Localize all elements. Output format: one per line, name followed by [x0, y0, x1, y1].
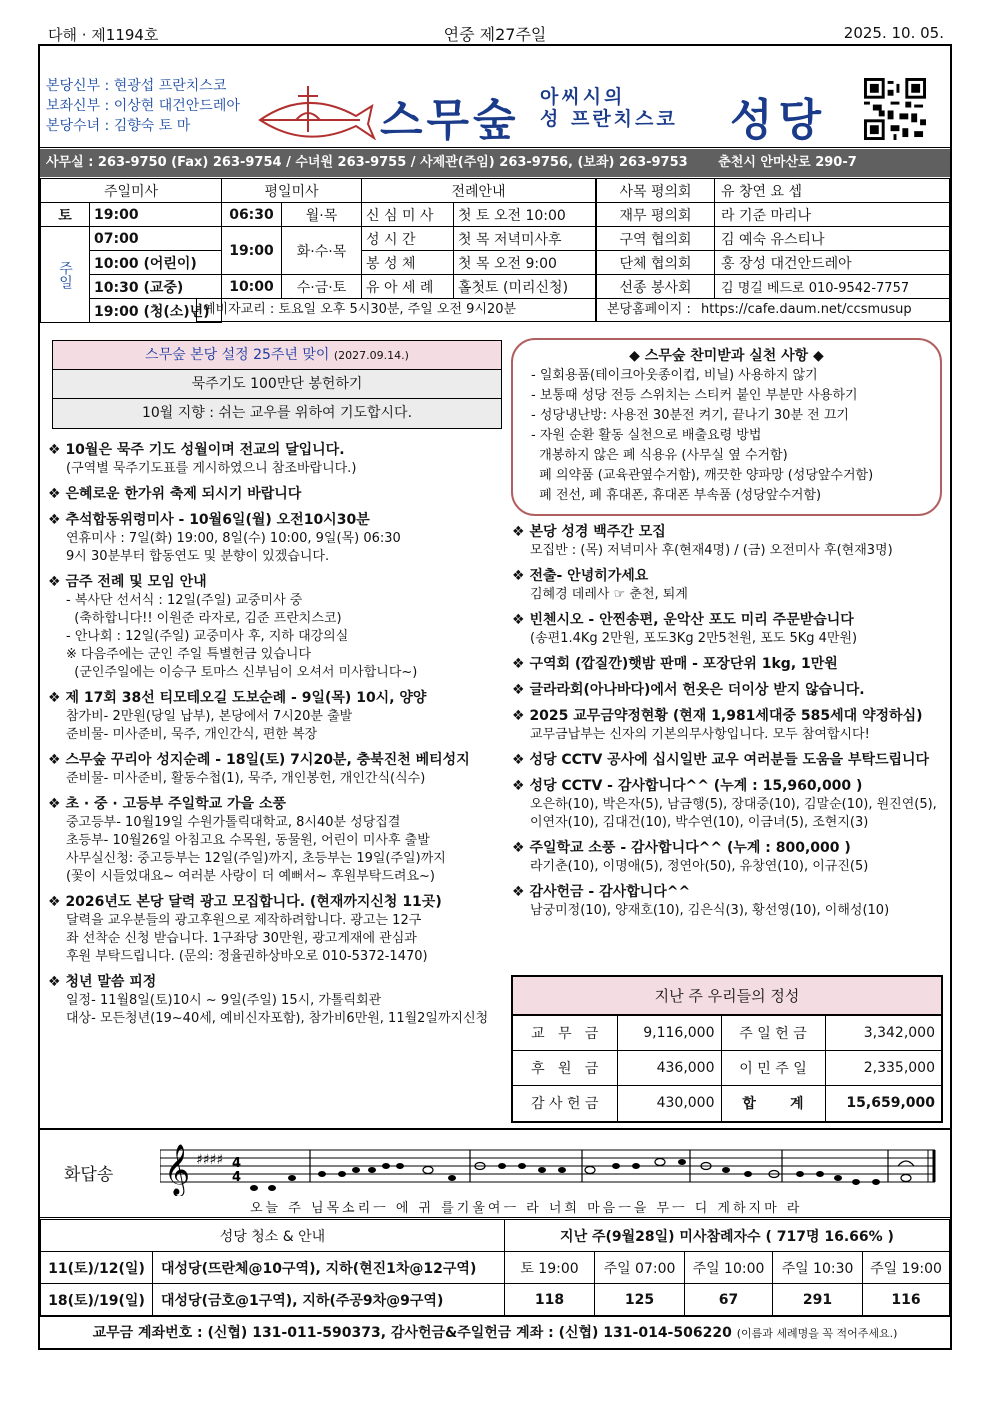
- notice-item: [512, 610, 944, 648]
- cleaning-place: 대성당(뜨란체@10구역), 지하(현진1차@12구역): [153, 1252, 505, 1284]
- svg-text:4: 4: [232, 1156, 242, 1171]
- offering-total-label: 합 계: [721, 1086, 825, 1121]
- eco-practice-title: ◆ 스무숲 찬미받과 실천 사항 ◆: [629, 348, 824, 364]
- liturgy-when: 홀첫토 (미리신청): [454, 275, 596, 299]
- parish-patron-line2: 성 프란치스코: [540, 108, 678, 130]
- mass-label: 주일 10:30: [773, 1252, 863, 1284]
- offering-label: 주 일 헌 금: [721, 1016, 825, 1051]
- notice-item: [48, 510, 503, 566]
- clergy-sister: 본당수녀 : 김향숙 토 마: [46, 118, 191, 134]
- parish-name-main: 스무숲: [380, 95, 520, 146]
- notice-body-line: 모집반 : (목) 저녁미사 후(현재4명) / (금) 오전미사 후(현재3명): [530, 543, 893, 558]
- council-person: 홍 장성 대건안드레아: [715, 251, 950, 275]
- clergy-assistant: 보좌신부 : 이상현 대건안드레아: [46, 98, 240, 114]
- offering-value: 9,116,000: [617, 1016, 721, 1051]
- offering-label: 감 사 헌 금: [513, 1086, 617, 1121]
- notice-body-line: 참가비- 2만원(당일 납부), 본당에서 7시20분 출발: [66, 709, 353, 724]
- offering-label: 후 원 금: [513, 1051, 617, 1086]
- liturgy-header: 전례안내: [362, 179, 596, 203]
- notice-title: ❖ 초 · 중 · 고등부 주일학교 가을 소풍: [48, 794, 503, 814]
- notice-body-line: 김혜경 데레사 ☞ 춘천, 퇴계: [530, 587, 688, 602]
- svg-text:𝄞: 𝄞: [164, 1144, 191, 1195]
- notice-title: ❖ 2026년도 본당 달력 광고 모집합니다. (현재까지신청 11곳): [48, 892, 503, 912]
- notice-item: [512, 566, 944, 604]
- clergy-list: [46, 76, 240, 136]
- notice-body-line: (축하합니다!! 이원준 라자로, 김준 프란치스코): [66, 611, 342, 626]
- notice-title: ❖ 2025 교무금약정현황 (현재 1,981세대중 585세대 약정하심): [512, 706, 944, 726]
- notice-item: [48, 892, 503, 966]
- account-numbers: 교무금 계좌번호 : (신협) 131-011-590373, 감사헌금&주일헌금 계좌 : (신협) 131-014-506220: [92, 1325, 732, 1341]
- notice-body-line: (송편1.4Kg 2만원, 포도3Kg 2만5천원, 포도 5Kg 4만원): [530, 631, 858, 646]
- notice-body-line: 연휴미사 : 7일(화) 19:00, 8일(수) 10:00, 9일(목) 06:30: [66, 531, 401, 546]
- council-table: [596, 178, 950, 299]
- notice-item: [48, 972, 503, 1028]
- notice-body-line: (구역별 묵주기도표를 게시하였으니 참조바랍니다.): [66, 461, 357, 476]
- offering-value: 3,342,000: [825, 1016, 941, 1051]
- catechumen-class: 예비자교리 : 토요일 오후 5시30분, 주일 오전 9시20분: [196, 298, 596, 322]
- notice-title: ❖ 빈첸시오 - 안찐송편, 운악산 포도 미리 주문받습니다: [512, 610, 944, 630]
- account-note: (이름과 세례명을 꼭 적어주세요.): [736, 1327, 898, 1340]
- issue-number: 다해 · 제1194호: [48, 26, 159, 44]
- attendance-count: 116: [863, 1284, 950, 1316]
- anniversary-box: [52, 340, 502, 429]
- notice-item: [512, 706, 944, 744]
- offering-label: 교 무 금: [513, 1016, 617, 1051]
- notice-body-line: 중고등부- 10월19일 수원가톨릭대학교, 8시40분 성당집결: [66, 815, 401, 830]
- notice-body-line: - 안나회 : 12일(주일) 교중미사 후, 지하 대강의실: [66, 629, 349, 644]
- attendance-count: 67: [685, 1284, 773, 1316]
- left-notices: [48, 440, 503, 1034]
- offering-value: 2,335,000: [825, 1051, 941, 1086]
- account-info: [40, 1316, 950, 1350]
- liturgy-name: 유 아 세 례: [362, 275, 454, 299]
- sunday-time: 19:00 (청(소)년): [90, 299, 222, 323]
- liturgy-name: 신 심 미 사: [362, 203, 454, 227]
- notice-item: [512, 750, 944, 770]
- anniversary-date: (2027.09.14.): [333, 349, 409, 362]
- council-name: 재무 평의회: [597, 203, 715, 227]
- address: 춘천시 안마산로 290-7: [718, 155, 857, 170]
- offerings-table: [511, 975, 943, 1123]
- notice-body-line: 남궁미정(10), 양재호(10), 김은식(3), 황선영(10), 이해성(10): [530, 903, 890, 918]
- cleaning-date: 11(토)/12(일): [41, 1252, 153, 1284]
- weekday-days: 월·목: [282, 203, 362, 227]
- notice-body-line: 초등부- 10월26일 아침고요 수목원, 동물원, 어린이 미사후 출발: [66, 833, 430, 848]
- music-staff-icon: [160, 1136, 940, 1196]
- mass-label: 주일 07:00: [595, 1252, 685, 1284]
- eco-line: 개봉하지 않은 폐 식용유 (사무실 옆 수거함): [531, 448, 788, 463]
- parish-church-word: 성당: [730, 95, 828, 146]
- weekday-days: 화·수·목: [282, 227, 362, 275]
- notice-body-line: - 복사단 선서식 : 12일(주일) 교중미사 중: [66, 593, 303, 608]
- sunday-time: 10:30 (교중): [90, 275, 222, 299]
- sunday-time: 07:00: [90, 227, 222, 251]
- svg-text:♯♯♯♯: ♯♯♯♯: [196, 1152, 224, 1168]
- weekday-days: 수·금·토: [282, 275, 362, 299]
- eco-line: - 일회용품(테이크아웃종이컵, 비닐) 사용하지 않기: [531, 368, 818, 383]
- mass-label: 주일 10:00: [685, 1252, 773, 1284]
- notice-title: ❖ 제 17회 38선 티모테오길 도보순례 - 9일(목) 10시, 양양: [48, 688, 503, 708]
- notice-body-line: (꽃이 시들었대요~ 여러분 사랑이 더 예뻐서~ 후원부탁드려요~): [66, 869, 436, 884]
- liturgy-name: 봉 성 체: [362, 251, 454, 275]
- attendance-count: 118: [505, 1284, 595, 1316]
- notice-title: ❖ 금주 전례 및 모임 안내: [48, 572, 503, 592]
- psalm-lyrics: 오늘 주 님목소리ㅡ 에 귀 를기울여ㅡ 라 너희 마음ㅡ을 무ㅡ 디 게하지마 라: [250, 1201, 803, 1216]
- anniversary-title-row: [53, 341, 501, 370]
- monthly-intention: 10월 지향 : 쉬는 교우를 위하여 기도합시다.: [53, 399, 501, 428]
- notice-body-line: 교무금납부는 신자의 기본의무사항입니다. 모두 참여합시다!: [530, 727, 870, 742]
- homepage-row: [596, 298, 950, 322]
- attendance-header: 지난 주(9월28일) 미사참례자수 ( 717명 16.66% ): [505, 1220, 950, 1252]
- notice-item: [48, 484, 503, 504]
- notice-body-line: ※ 다음주에는 군인 주일 특별헌금 있습니다: [66, 647, 312, 662]
- sunday-time: 10:00 (어린이): [90, 251, 222, 275]
- liturgy-when: 첫 토 오전 10:00: [454, 203, 596, 227]
- offering-total-value: 15,659,000: [825, 1086, 941, 1121]
- notice-item: [512, 882, 944, 920]
- rosary-goal: 묵주기도 100만단 봉헌하기: [53, 370, 501, 399]
- notice-body-line: 이연자(10), 김대건(10), 박수연(10), 이금녀(5), 조현지(3): [530, 815, 869, 830]
- cleaning-attendance-table: [40, 1219, 950, 1316]
- weekday-mass-header: 평일미사: [222, 179, 362, 203]
- liturgy-when: 첫 목 저녁미사후: [454, 227, 596, 251]
- saturday-label: 토: [41, 203, 90, 227]
- notice-body-line: 준비물- 미사준비, 활동수첩(1), 묵주, 개인봉헌, 개인간식(식수): [66, 771, 426, 786]
- eco-practice-box: [511, 338, 942, 516]
- contact-phones: 사무실 : 263-9750 (Fax) 263-9754 / 수녀원 263-9755 / 사제관(주임) 263-9756, (보좌) 263-9753: [46, 155, 688, 170]
- notice-title: ❖ 성당 CCTV - 감사합니다^^ (누계 : 15,960,000 ): [512, 776, 944, 796]
- weekday-time: 19:00: [222, 227, 282, 275]
- offering-label: 이 민 주 일: [721, 1051, 825, 1086]
- liturgy-name: 성 시 간: [362, 227, 454, 251]
- parish-patron-line1: 아씨시의: [540, 86, 626, 108]
- anniversary-title: 스무숲 본당 설정 25주년 맞이: [145, 347, 330, 363]
- council-name: 단체 협의회: [597, 251, 715, 275]
- liturgical-week: 연중 제27주일: [443, 25, 547, 44]
- offering-value: 430,000: [617, 1086, 721, 1121]
- notice-body-line: 라기춘(10), 이명애(5), 정연아(50), 유창연(10), 이규진(5): [530, 859, 869, 874]
- saturday-time: 19:00: [90, 203, 222, 227]
- notice-title: ❖ 스무숲 꾸리아 성지순례 - 18일(토) 7시20분, 충북진천 베티성지: [48, 750, 503, 770]
- notice-item: [48, 794, 503, 886]
- mass-label: 주일 19:00: [863, 1252, 950, 1284]
- notice-title: ❖ 글라라회(아나바다)에서 헌옷은 더이상 받지 않습니다.: [512, 680, 944, 700]
- qr-code-icon[interactable]: [864, 78, 926, 140]
- notice-body-line: 후원 부탁드립니다. (문의: 정율권하상바오로 010-5372-1470): [66, 949, 428, 964]
- notice-body-line: 대상- 모든청년(19~40세, 예비신자포함), 참가비6만원, 11월2일까지신청: [66, 1011, 489, 1026]
- notice-title: ❖ 10월은 묵주 기도 성월이며 전교의 달입니다.: [48, 440, 503, 460]
- notice-title: ❖ 구역회 (깝질깐)햇밤 판매 - 포장단위 1kg, 1만원: [512, 654, 944, 674]
- notice-title: ❖ 감사헌금 - 감사합니다^^: [512, 882, 944, 902]
- eco-line: - 보통때 성당 전등 스위치는 스티커 붙인 부분만 사용하기: [531, 388, 858, 403]
- notice-body-line: (군인주일에는 이승구 토마스 신부님이 오셔서 미사합니다~): [66, 665, 418, 680]
- contact-bar: [40, 149, 950, 177]
- council-name: 구역 협의회: [597, 227, 715, 251]
- notice-body-line: 9시 30분부터 합동연도 및 분향이 있겠습니다.: [66, 549, 330, 564]
- notice-body-line: 좌 선착순 신청 받습니다. 1구좌당 30만원, 광고게재에 관심과: [66, 931, 417, 946]
- notice-item: [512, 776, 944, 832]
- attendance-count: 125: [595, 1284, 685, 1316]
- notice-body-line: 준비물- 미사준비, 묵주, 개인간식, 편한 복장: [66, 727, 318, 742]
- liturgy-when: 첫 목 오전 9:00: [454, 251, 596, 275]
- council-person: 유 창연 요 셉: [715, 179, 950, 203]
- notice-title: ❖ 청년 말씀 피정: [48, 972, 503, 992]
- weekday-time: 06:30: [222, 203, 282, 227]
- notice-item: [512, 522, 944, 560]
- offering-value: 436,000: [617, 1051, 721, 1086]
- notice-item: [48, 572, 503, 682]
- svg-text:4: 4: [232, 1170, 242, 1185]
- fish-cross-logo-icon: [256, 80, 376, 140]
- sunday-mass-header: 주일미사: [41, 179, 222, 203]
- notice-item: [48, 688, 503, 744]
- eco-line: - 자원 순환 활동 실천으로 배출요령 방법: [531, 428, 762, 443]
- notice-title: ❖ 전출- 안녕히가세요: [512, 566, 944, 586]
- cleaning-place: 대성당(금호@1구역), 지하(주공9차@9구역): [153, 1284, 505, 1316]
- council-name: 선종 봉사회: [597, 275, 715, 299]
- attendance-count: 291: [773, 1284, 863, 1316]
- notice-body-line: 달력을 교우분들의 광고후원으로 제작하려합니다. 광고는 12구: [66, 913, 422, 928]
- homepage-link[interactable]: https://cafe.daum.net/ccsmusup: [701, 302, 912, 317]
- sunday-label: 주일: [41, 227, 90, 323]
- notice-item: [48, 750, 503, 788]
- notice-body-line: 일정- 11월8일(토)10시 ~ 9일(주일) 15시, 가톨릭회관: [66, 993, 382, 1008]
- notice-title: ❖ 주일학교 소풍 - 감사합니다^^ (누계 : 800,000 ): [512, 838, 944, 858]
- notice-title: ❖ 은혜로운 한가위 축제 되시기 바랍니다: [48, 484, 503, 504]
- notice-title: ❖ 추석합동위령미사 - 10월6일(월) 오전10시30분: [48, 510, 503, 530]
- notice-item: [512, 654, 944, 674]
- council-person: 김 명길 베드로 010-9542-7757: [715, 275, 950, 299]
- notice-item: [512, 680, 944, 700]
- mass-label: 토 19:00: [505, 1252, 595, 1284]
- council-person: 김 예숙 유스티나: [715, 227, 950, 251]
- parish-patron: [540, 86, 678, 130]
- psalm-label: 화답송: [64, 1165, 114, 1185]
- clergy-pastor: 본당신부 : 현광섭 프란치스코: [46, 78, 227, 94]
- council-person: 라 기준 마리나: [715, 203, 950, 227]
- cleaning-date: 18(토)/19(일): [41, 1284, 153, 1316]
- homepage-label: 본당홈페이지 :: [607, 302, 691, 317]
- offerings-title: 지난 주 우리들의 정성: [513, 977, 941, 1015]
- right-notices: [512, 522, 944, 926]
- notice-item: [512, 838, 944, 876]
- notice-item: [48, 440, 503, 478]
- weekday-time: 10:00: [222, 275, 282, 299]
- council-name: 사목 평의회: [597, 179, 715, 203]
- issue-date: 2025. 10. 05.: [843, 24, 944, 42]
- notice-title: ❖ 성당 CCTV 공사에 십시일반 교우 여러분들 도움을 부탁드립니다: [512, 750, 944, 770]
- notice-body-line: 사무실신청: 중고등부는 12일(주일)까지, 초등부는 19일(주일)까지: [66, 851, 446, 866]
- eco-line: 폐 의약품 (교육관옆수거함), 깨끗한 양파망 (성당앞수거함): [531, 468, 874, 483]
- eco-line: - 성당냉난방: 사용전 30분전 켜기, 끝나기 30분 전 끄기: [531, 408, 849, 423]
- cleaning-header: 성당 청소 & 안내: [41, 1220, 505, 1252]
- notice-title: ❖ 본당 성경 백주간 모집: [512, 522, 944, 542]
- notice-body-line: 오은하(10), 박은자(5), 남금행(5), 장대중(10), 김말순(10), 원진연(5),: [530, 797, 937, 812]
- eco-line: 폐 전선, 폐 휴대폰, 휴대폰 부속품 (성당앞수거함): [531, 488, 822, 503]
